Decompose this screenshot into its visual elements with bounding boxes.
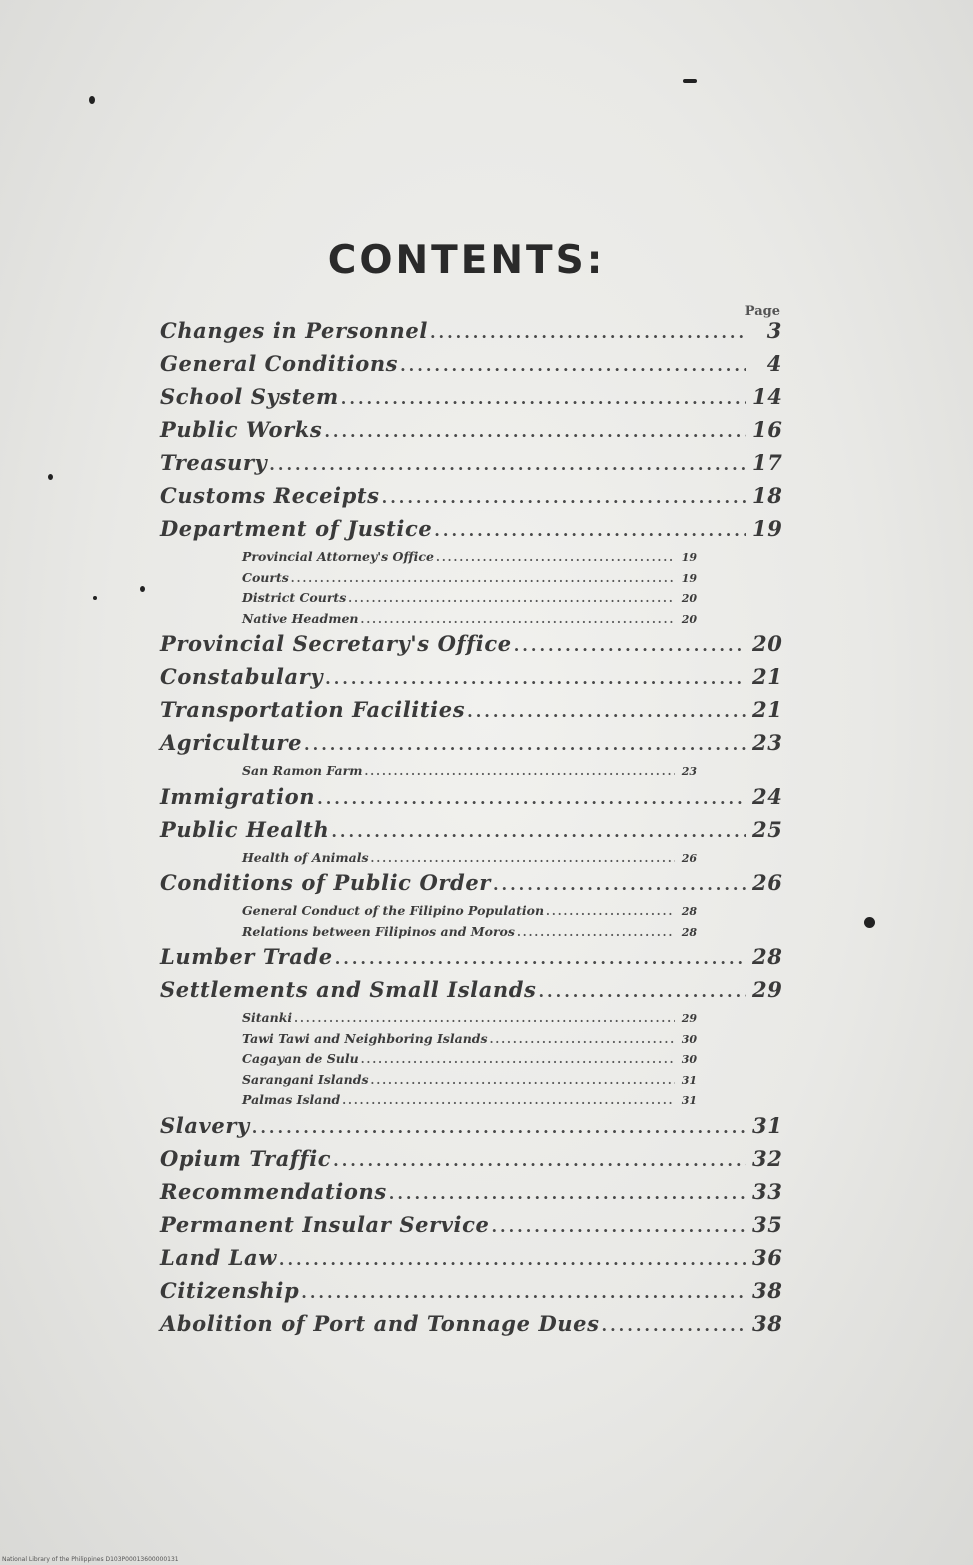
toc-entry	[160, 1278, 782, 1311]
toc-entry-page: 25	[752, 816, 783, 842]
dot-leader	[331, 822, 746, 841]
toc-entry	[160, 450, 782, 483]
dot-leader	[333, 1151, 746, 1170]
toc-subentry-page: 30	[681, 1053, 697, 1066]
toc-entry	[160, 351, 782, 384]
toc-subentry-page: 23	[681, 765, 697, 778]
toc-entry-label: Recommendations	[160, 1178, 387, 1204]
dot-leader	[517, 926, 675, 939]
toc-subentry	[242, 924, 697, 945]
scan-footer: National Library of the Philippines D103P00013600000131	[2, 1556, 179, 1563]
toc-subentry-page: 20	[681, 612, 697, 626]
toc-entry-page: 23	[752, 730, 783, 755]
dot-leader	[546, 905, 675, 918]
dot-leader	[317, 789, 746, 808]
toc-entry	[160, 483, 782, 516]
dot-leader	[389, 1184, 746, 1203]
toc-entry-page: 20	[752, 631, 783, 656]
toc-entry-page: 38	[752, 1277, 783, 1303]
toc-subentry-label: San Ramon Farm	[242, 763, 363, 778]
dot-leader	[538, 982, 746, 1001]
toc-subentry-label: Palmas Island	[242, 1092, 341, 1107]
dot-leader	[324, 422, 746, 441]
dot-leader	[602, 1316, 746, 1335]
dot-leader	[325, 669, 746, 688]
dot-leader	[434, 521, 746, 540]
toc-subentry-label: Sitanki	[242, 1010, 293, 1025]
toc-subentry-page: 31	[681, 1073, 697, 1087]
toc-entry-page: 19	[752, 516, 783, 541]
toc-subentry-page: 20	[681, 592, 697, 605]
toc-entry-label: Slavery	[160, 1112, 250, 1138]
toc-entry-page: 3	[766, 318, 782, 343]
dot-leader	[514, 636, 746, 655]
toc-entry-page: 17	[752, 450, 783, 475]
toc-entry	[160, 870, 782, 903]
toc-entry-page: 4	[766, 351, 782, 376]
toc-subentry-label: Sarangani Islands	[242, 1071, 369, 1087]
scan-speck	[140, 586, 145, 592]
scan-speck	[89, 96, 95, 104]
toc-subentry-page: 29	[681, 1012, 697, 1025]
toc-entry	[160, 817, 782, 850]
dot-leader	[493, 875, 746, 894]
dot-leader	[304, 735, 746, 754]
toc-entry-label: Treasury	[160, 450, 268, 475]
toc-subentry-label: Native Headmen	[242, 610, 359, 626]
toc-entry-label: Lumber Trade	[160, 944, 333, 969]
toc-entry-label: General Conditions	[160, 351, 399, 376]
toc-entry-label: Provincial Secretary's Office	[160, 631, 512, 656]
toc-entry	[160, 631, 782, 664]
toc-subentry-label: Relations between Filipinos and Moros	[242, 923, 515, 939]
toc-entry-page: 38	[752, 1310, 783, 1336]
dot-leader	[269, 455, 746, 474]
toc-entry	[160, 516, 782, 549]
dot-leader	[342, 1094, 675, 1107]
toc-entry	[160, 1146, 782, 1179]
toc-entry-page: 16	[752, 417, 783, 442]
toc-entry-label: Agriculture	[160, 730, 303, 755]
toc-entry	[160, 318, 782, 351]
toc-entry	[160, 1179, 782, 1212]
toc-entry-page: 24	[752, 783, 783, 809]
dot-leader	[382, 488, 746, 507]
toc-entry-label: School System	[160, 384, 339, 409]
toc-subentry-label: Health of Animals	[242, 849, 369, 865]
dot-leader	[341, 389, 746, 408]
dot-leader	[348, 592, 675, 605]
toc-entry-label: Opium Traffic	[160, 1145, 332, 1171]
dot-leader	[291, 572, 675, 585]
toc-entry	[160, 384, 782, 417]
toc-entry	[160, 784, 782, 817]
toc-entry-page: 32	[752, 1145, 783, 1171]
toc-subentry-page: 31	[681, 1094, 697, 1107]
toc-entry-label: Changes in Personnel	[160, 318, 428, 343]
toc-entry-page: 29	[752, 977, 783, 1002]
toc-entry	[160, 417, 782, 450]
dot-leader	[252, 1118, 746, 1137]
toc-subentry	[242, 850, 697, 871]
toc-subentry-label: Cagayan de Sulu	[242, 1051, 359, 1066]
toc-subentry-page: 19	[681, 551, 697, 564]
toc-entry-page: 21	[752, 697, 783, 722]
toc-entry	[160, 1212, 782, 1245]
dot-leader	[467, 702, 746, 721]
toc-entry-label: Department of Justice	[160, 516, 433, 541]
toc-entry-label: Land Law	[160, 1244, 277, 1270]
toc-subentry	[242, 763, 697, 784]
toc-entry-label: Public Health	[160, 816, 330, 842]
toc-entry-label: Permanent Insular Service	[160, 1211, 490, 1237]
toc-entry	[160, 944, 782, 977]
dot-leader	[361, 1053, 675, 1066]
toc-entry	[160, 977, 782, 1010]
dot-leader	[301, 1283, 746, 1302]
toc-entry	[160, 730, 782, 763]
dot-leader	[371, 852, 675, 865]
page-column-label: Page	[744, 304, 780, 319]
toc-subentry-label: Tawi Tawi and Neighboring Islands	[242, 1030, 488, 1046]
toc-subentry	[242, 1051, 697, 1072]
toc-entry-page: 21	[752, 664, 783, 689]
toc-entry	[160, 1113, 782, 1146]
scan-speck	[93, 596, 97, 600]
toc-subentry	[242, 570, 697, 591]
toc-entry	[160, 664, 782, 697]
dot-leader	[430, 323, 746, 342]
scan-speck	[683, 79, 697, 83]
toc-subentry	[242, 1010, 697, 1031]
dot-leader	[294, 1012, 675, 1025]
table-of-contents	[160, 318, 782, 1344]
toc-subentry	[242, 1031, 697, 1052]
dot-leader	[490, 1033, 675, 1046]
scan-speck	[48, 474, 53, 480]
toc-entry-label: Public Works	[160, 417, 323, 442]
toc-entry-label: Conditions of Public Order	[160, 870, 491, 895]
toc-entry	[160, 697, 782, 730]
dot-leader	[335, 949, 746, 968]
toc-entry-page: 28	[752, 944, 783, 969]
toc-subentry	[242, 903, 697, 924]
toc-subentry-page: 28	[681, 925, 697, 939]
toc-subentry	[242, 590, 697, 611]
toc-subentry-label: District Courts	[242, 590, 347, 605]
toc-entry-page: 36	[752, 1244, 783, 1270]
toc-entry-page: 14	[752, 384, 783, 409]
toc-entry-page: 26	[752, 870, 783, 895]
toc-subentry	[242, 549, 697, 570]
toc-subentry	[242, 611, 697, 632]
toc-subentry-label: General Conduct of the Filipino Population	[242, 903, 545, 918]
toc-entry-page: 33	[752, 1178, 783, 1204]
toc-entry	[160, 1245, 782, 1278]
toc-entry-page: 35	[752, 1211, 783, 1237]
toc-entry-label: Constabulary	[160, 664, 324, 689]
toc-entry-page: 18	[752, 483, 783, 508]
toc-entry-label: Citizenship	[160, 1277, 300, 1303]
dot-leader	[361, 613, 676, 626]
toc-entry-label: Abolition of Port and Tonnage Dues	[160, 1310, 600, 1336]
toc-subentry-page: 30	[681, 1032, 697, 1046]
dot-leader	[371, 1074, 675, 1087]
scan-speck	[864, 917, 875, 928]
toc-entry-label: Immigration	[160, 783, 316, 809]
toc-subentry-label: Courts	[242, 569, 289, 585]
toc-entry-label: Transportation Facilities	[160, 697, 466, 722]
dot-leader	[279, 1250, 746, 1269]
dot-leader	[436, 551, 675, 564]
toc-subentry-page: 28	[681, 905, 697, 918]
toc-entry	[160, 1311, 782, 1344]
dot-leader	[364, 765, 675, 778]
toc-subentry	[242, 1092, 697, 1113]
toc-subentry-label: Provincial Attorney's Office	[242, 549, 434, 564]
dot-leader	[491, 1217, 746, 1236]
toc-subentry-page: 26	[681, 851, 697, 865]
toc-entry-page: 31	[752, 1112, 783, 1138]
toc-subentry	[242, 1072, 697, 1093]
toc-entry-label: Settlements and Small Islands	[160, 977, 537, 1002]
page-title: CONTENTS:	[327, 238, 606, 283]
toc-entry-label: Customs Receipts	[160, 483, 380, 508]
toc-subentry-page: 19	[681, 571, 697, 585]
dot-leader	[400, 356, 746, 375]
